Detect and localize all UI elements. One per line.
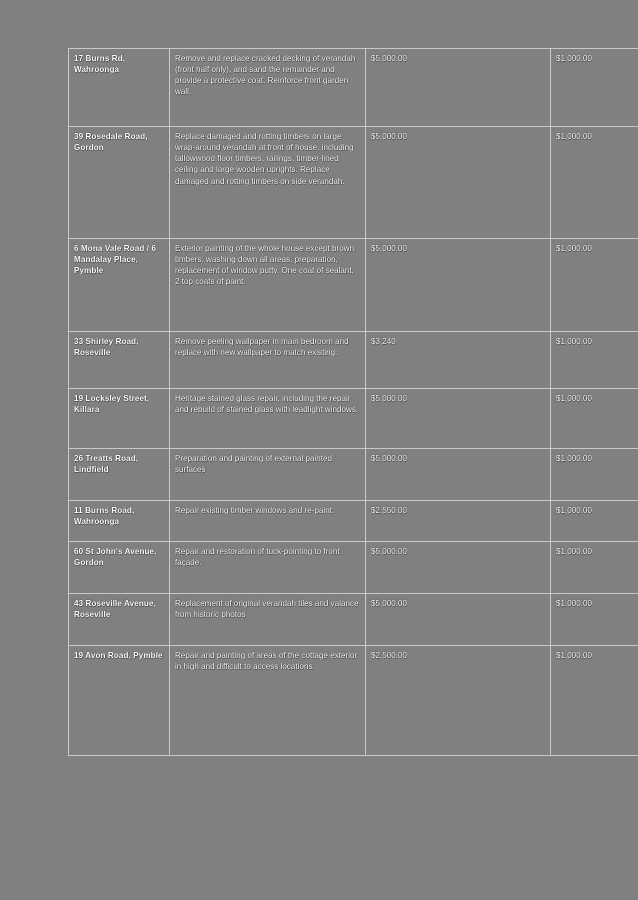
contribution-text: $1,000.00 — [556, 394, 593, 403]
contribution-text: $1,000.00 — [556, 651, 593, 660]
address-text: 39 Rosedale Road, Gordon — [74, 132, 148, 153]
row-contribution-cell — [551, 332, 638, 389]
row-amount-cell — [366, 542, 551, 594]
amount-text: $5,000.00 — [371, 54, 408, 63]
table-row — [69, 594, 638, 646]
description-text: Repair and painting of areas of the cottage exterior in high and difficult to access locations. — [175, 651, 358, 672]
row-contribution-cell — [551, 542, 638, 594]
contribution-text: $1,000.00 — [556, 132, 593, 141]
row-contribution-cell — [551, 646, 638, 756]
row-address-cell — [69, 646, 170, 756]
description-text: Repair and restoration of tuck-pointing to front façade. — [175, 547, 340, 568]
row-address-cell — [69, 389, 170, 449]
contribution-text: $1,000.00 — [556, 506, 593, 515]
description-text: Heritage stained glass repair, including the repair and rebuild of stained glass with leadlight windows. — [175, 394, 359, 415]
contribution-text: $1,000.00 — [556, 54, 593, 63]
row-amount-cell — [366, 389, 551, 449]
address-text: 43 Roseville Avenue, Roseville — [74, 599, 156, 620]
contribution-text: $1,000.00 — [556, 599, 593, 608]
row-address-cell — [69, 542, 170, 594]
address-text: 26 Treatts Road, Lindfield — [74, 454, 139, 475]
grants-table — [68, 48, 638, 756]
table-row — [69, 49, 638, 127]
row-description-cell — [170, 501, 366, 542]
row-amount-cell — [366, 49, 551, 127]
row-amount-cell — [366, 332, 551, 389]
row-address-cell — [69, 49, 170, 127]
row-amount-cell — [366, 127, 551, 239]
row-description-cell — [170, 449, 366, 501]
row-amount-cell — [366, 646, 551, 756]
amount-text: $2,550.00 — [371, 506, 408, 515]
row-description-cell — [170, 127, 366, 239]
amount-text: $5,000.00 — [371, 454, 408, 463]
address-text: 17 Burns Rd, Wahroonga — [74, 54, 126, 75]
description-text: Replace damaged and rotting timbers on large wrap-around verandah at front of house, including tallowwood floor timbers, railings, timber-lined ceiling and large wooden uprights. Replace damaged and rotting timbers on side verandah. — [175, 132, 354, 186]
table-body — [69, 49, 638, 756]
address-text: 33 Shirley Road, Roseville — [74, 337, 139, 358]
row-description-cell — [170, 542, 366, 594]
row-contribution-cell — [551, 127, 638, 239]
description-text: Remove and replace cracked decking of verandah (front half only), and sand the remainder and provide a protective coat. Reinforce front garden wall. — [175, 54, 356, 97]
table-row — [69, 646, 638, 756]
row-amount-cell — [366, 594, 551, 646]
amount-text: $3,240 — [371, 337, 396, 346]
row-description-cell — [170, 49, 366, 127]
address-text: 19 Avon Road, Pymble — [74, 651, 163, 660]
amount-text: $5,000.00 — [371, 547, 408, 556]
table-row — [69, 332, 638, 389]
row-description-cell — [170, 239, 366, 332]
description-text: Remove peeling wallpaper in main bedroom and replace with new wallpaper to match existing. — [175, 337, 349, 358]
row-description-cell — [170, 389, 366, 449]
row-contribution-cell — [551, 501, 638, 542]
amount-text: $5,000.00 — [371, 244, 408, 253]
table-row — [69, 542, 638, 594]
table-row — [69, 389, 638, 449]
row-address-cell — [69, 501, 170, 542]
row-contribution-cell — [551, 49, 638, 127]
address-text: 11 Burns Road, Wahroonga — [74, 506, 135, 527]
amount-text: $5,000.00 — [371, 394, 408, 403]
row-contribution-cell — [551, 594, 638, 646]
row-address-cell — [69, 127, 170, 239]
row-address-cell — [69, 239, 170, 332]
row-address-cell — [69, 594, 170, 646]
address-text: 6 Mona Vale Road / 6 Mandalay Place, Pymble — [74, 244, 157, 276]
description-text: Replacement of original verandah tiles and valance from historic photos — [175, 599, 359, 620]
row-contribution-cell — [551, 389, 638, 449]
table-row — [69, 449, 638, 501]
row-address-cell — [69, 449, 170, 501]
table-row — [69, 501, 638, 542]
contribution-text: $1,000.00 — [556, 244, 593, 253]
address-text: 60 St John's Avenue, Gordon — [74, 547, 157, 568]
table-row — [69, 239, 638, 332]
row-address-cell — [69, 332, 170, 389]
contribution-text: $1,000.00 — [556, 454, 593, 463]
amount-text: $2,500.00 — [371, 651, 408, 660]
contribution-text: $1,000.00 — [556, 337, 593, 346]
row-description-cell — [170, 332, 366, 389]
row-contribution-cell — [551, 449, 638, 501]
amount-text: $5,000.00 — [371, 132, 408, 141]
amount-text: $5,000.00 — [371, 599, 408, 608]
description-text: Preparation and painting of external painted surfaces — [175, 454, 333, 475]
description-text: Repair existing timber windows and re-paint. — [175, 506, 335, 515]
row-contribution-cell — [551, 239, 638, 332]
address-text: 19 Locksley Street, Killara — [74, 394, 150, 415]
contribution-text: $1,000.00 — [556, 547, 593, 556]
row-description-cell — [170, 594, 366, 646]
description-text: Exterior painting of the whole house except brown timbers: washing down all areas, preparation, replacement of window putty. One coat of sealant, 2 top coats of paint. — [175, 244, 355, 287]
row-description-cell — [170, 646, 366, 756]
row-amount-cell — [366, 449, 551, 501]
table-row — [69, 127, 638, 239]
row-amount-cell — [366, 239, 551, 332]
row-amount-cell — [366, 501, 551, 542]
